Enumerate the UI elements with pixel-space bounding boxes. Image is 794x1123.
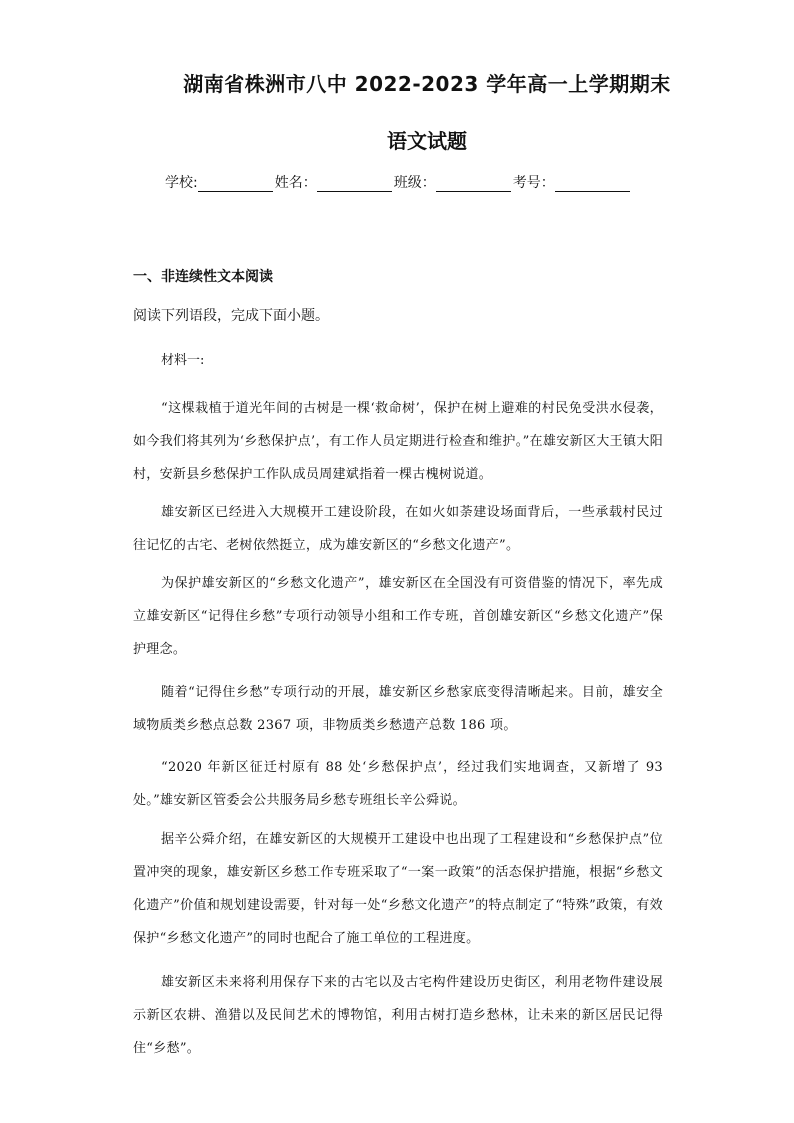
exam-no-blank[interactable] <box>555 175 630 192</box>
paragraph-2: 雄安新区已经进入大规模开工建设阶段，在如火如荼建设场面背后，一些承载村民过往记忆的古宅、老树依然挺立，成为雄安新区的“乡愁文化遗产”。 <box>133 505 663 553</box>
student-info-row <box>165 172 632 192</box>
material-label: 材料一: <box>161 353 205 368</box>
exam-title: 湖南省株洲市八中 2022-2023 学年高一上学期期末 <box>183 72 671 96</box>
paragraph-6: 据辛公舜介绍，在雄安新区的大规模开工建设中也出现了工程建设和“乡愁保护点”位置冲突的现象，雄安新区乡愁工作专班采取了“一案一政策”的活态保护措施，根据“乡愁文化遗产”价值和规划建设需要，针对每一处“乡愁文化遗产”的特点制定了“特殊”政策，有效保护“乡愁文化遗产”的同时也配合了施工单位的工程进度。 <box>133 832 663 946</box>
paragraph-4: 随着“记得住乡愁”专项行动的开展，雄安新区乡愁家底变得清晰起来。目前，雄安全域物质类乡愁点总数 2367 项，非物质类乡愁遗产总数 186 项。 <box>133 685 663 733</box>
exam-subtitle: 语文试题 <box>387 129 467 153</box>
class-blank[interactable] <box>436 175 511 192</box>
section-heading: 一、非连续性文本阅读 <box>133 269 273 285</box>
school-label: 学校: <box>165 175 198 191</box>
paragraph-3: 为保护雄安新区的“乡愁文化遗产”，雄安新区在全国没有可资借鉴的情况下，率先成立雄安新区“记得住乡愁”专项行动领导小组和工作专班，首创雄安新区“乡愁文化遗产”保护理念。 <box>133 576 663 657</box>
paragraph-1: “这棵栽植于道光年间的古树是一棵‘救命树’，保护在树上避难的村民免受洪水侵袭，如今我们将其列为‘乡愁保护点’，有工作人员定期进行检查和维护。”在雄安新区大王镇大阳村，安新县乡愁保护工作队成员周建斌指着一棵古槐树说道。 <box>133 401 663 482</box>
class-label: 班级： <box>393 175 436 191</box>
reading-instruction: 阅读下列语段，完成下面小题。 <box>133 308 329 324</box>
school-blank[interactable] <box>198 175 273 192</box>
exam-no-label: 考号： <box>512 175 555 191</box>
paragraph-5: “2020 年新区征迁村原有 88 处‘乡愁保护点’，经过我们实地调查，又新增了 93 处。”雄安新区管委会公共服务局乡愁专班组长辛公舜说。 <box>133 760 663 808</box>
paragraph-7: 雄安新区未来将利用保存下来的古宅以及古宅构件建设历史街区，利用老物件建设展示新区农耕、渔猎以及民间艺术的博物馆，利用古树打造乡愁林，让未来的新区居民记得住“乡愁”。 <box>133 975 663 1056</box>
name-label: 姓名： <box>274 175 317 191</box>
name-blank[interactable] <box>317 175 392 192</box>
